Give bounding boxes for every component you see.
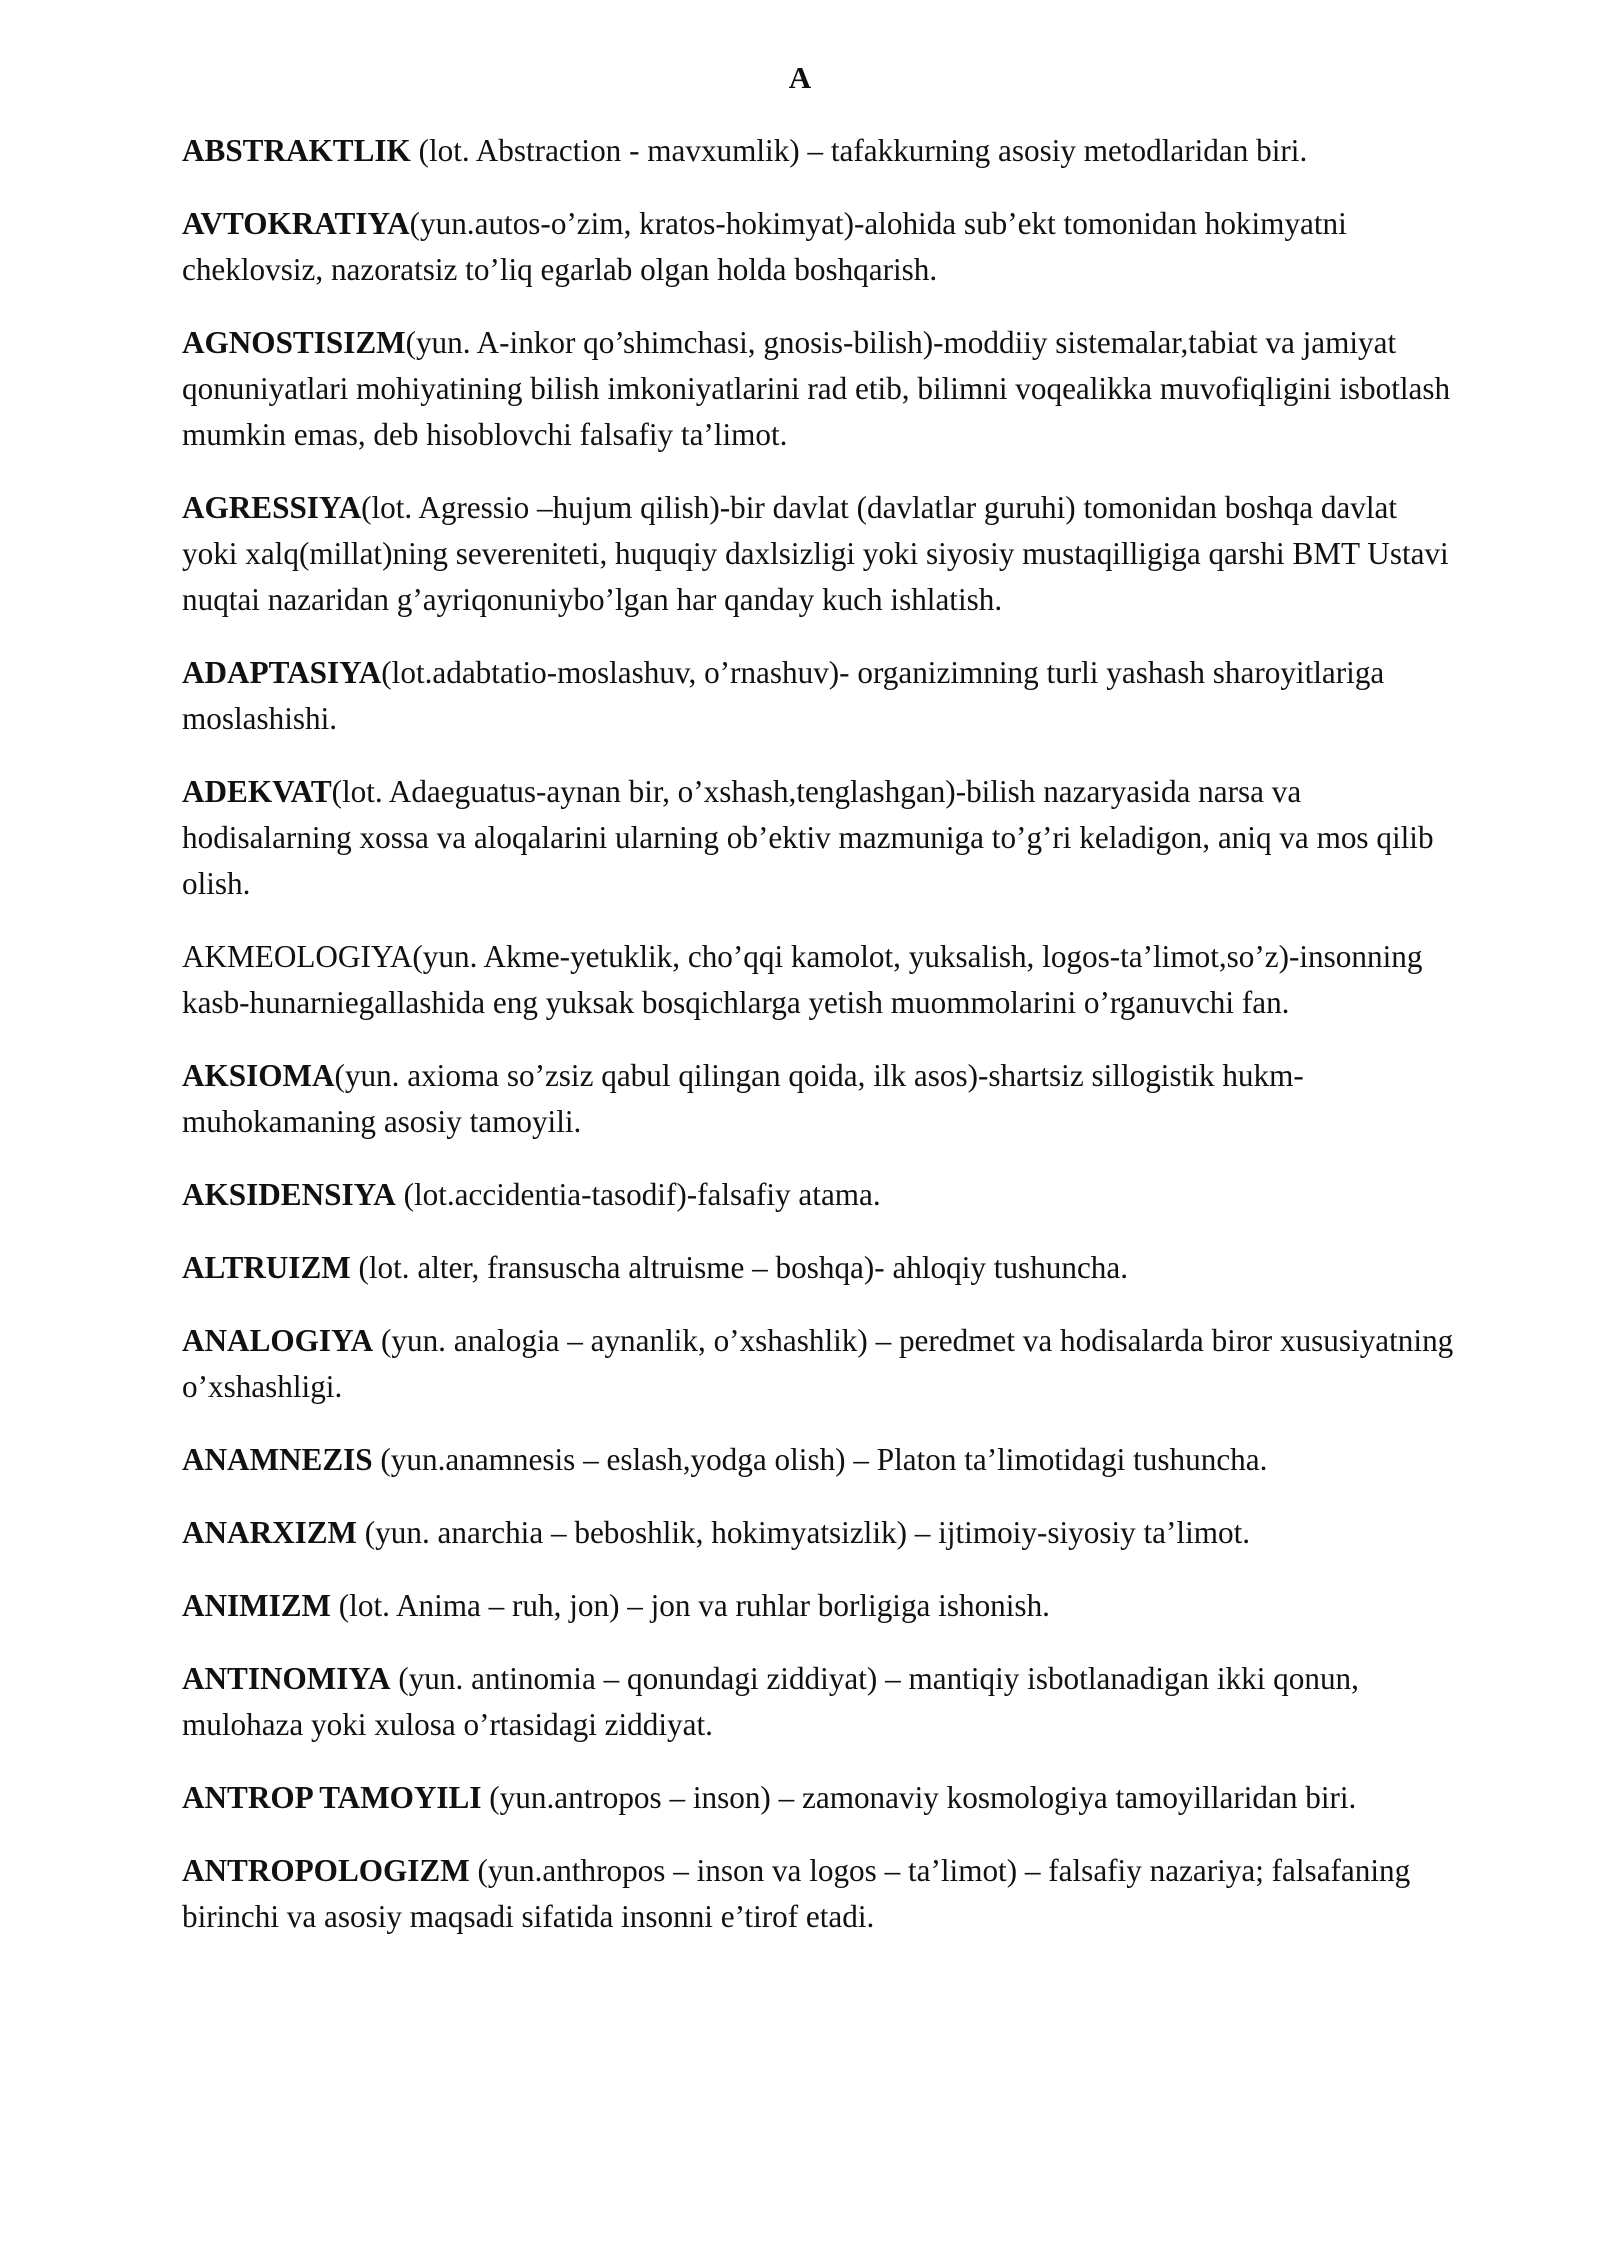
- entry-definition: (lot. Anima – ruh, jon) – jon va ruhlar borligiga ishonish.: [331, 1588, 1050, 1623]
- entry-definition: (yun. axioma so’zsiz qabul qilingan qoida, ilk asos)-shartsiz sillogistik hukm-muhokamaning asosiy tamoyili.: [182, 1058, 1304, 1139]
- entry-definition: (yun. analogia – aynanlik, o’xshashlik) – peredmet va hodisalarda biror xususiyatning o’xshashligi.: [182, 1323, 1454, 1404]
- entry-term: ANIMIZM: [182, 1588, 331, 1623]
- entry-term: ANTROPOLOGIZM: [182, 1853, 470, 1888]
- entry-definition: (lot.adabtatio-moslashuv, o’rnashuv)- organizimning turli yashash sharoyitlariga moslashishi.: [182, 655, 1385, 736]
- glossary-entry: [182, 934, 1457, 1026]
- entry-definition: (yun. A-inkor qo’shimchasi, gnosis-bilish)-moddiiy sistemalar,tabiat va jamiyat qonuniyatlari mohiyatining bilish imkoniyatlarini rad etib, bilimni voqealikka muvofiqligini isbotlash mumkin emas, deb hisoblovchi falsafiy ta’limot.: [182, 325, 1451, 452]
- entry-term: AGNOSTISIZM: [182, 325, 406, 360]
- entry-term: ADAPTASIYA: [182, 655, 382, 690]
- entry-term: ALTRUIZM: [182, 1250, 351, 1285]
- entry-definition: (yun.antropos – inson) – zamonaviy kosmologiya tamoyillaridan biri.: [481, 1780, 1357, 1815]
- entry-definition: (yun.autos-o’zim, kratos-hokimyat)-alohida sub’ekt tomonidan hokimyatni cheklovsiz, nazoratsiz to’liq egarlab olgan holda boshqarish.: [182, 206, 1347, 287]
- entry-definition: (yun. antinomia – qonundagi ziddiyat) – mantiqiy isbotlanadigan ikki qonun, mulohaza yoki xulosa o’rtasidagi ziddiyat.: [182, 1661, 1359, 1742]
- entry-term: AKMEOLOGIYA: [182, 939, 413, 974]
- entry-term: AVTOKRATIYA: [182, 206, 410, 241]
- entry-definition: (lot. Adaeguatus-aynan bir, o’xshash,tenglashgan)-bilish nazaryasida narsa va hodisalarning xossa va aloqalarini ularning ob’ektiv mazmuniga to’g’ri keladigon, aniq va mos qilib olish.: [182, 774, 1434, 901]
- entry-term: ANARXIZM: [182, 1515, 357, 1550]
- glossary-entry: [182, 128, 1457, 174]
- entry-definition: (yun. anarchia – beboshlik, hokimyatsizlik) – ijtimoiy-siyosiy ta’limot.: [357, 1515, 1251, 1550]
- glossary-entry: [182, 1245, 1457, 1291]
- glossary-entry: [182, 769, 1457, 907]
- glossary-entry: [182, 1510, 1457, 1556]
- glossary-entry: [182, 320, 1457, 458]
- glossary-entries: [182, 128, 1457, 1967]
- entry-definition: (yun. Akme-yetuklik, cho’qqi kamolot, yuksalish, logos-ta’limot,so’z)-insonning kasb-hunarniegallashida eng yuksak bosqichlarga yetish muommolarini o’rganuvchi fan.: [182, 939, 1423, 1020]
- entry-definition: (lot. Abstraction - mavxumlik) – tafakkurning asosiy metodlaridan biri.: [410, 133, 1308, 168]
- entry-term: AKSIDENSIYA: [182, 1177, 396, 1212]
- entry-term: AKSIOMA: [182, 1058, 335, 1093]
- glossary-entry: [182, 1318, 1457, 1410]
- entry-term: AGRESSIYA: [182, 490, 362, 525]
- entry-definition: (yun.anthropos – inson va logos – ta’limot) – falsafiy nazariya; falsafaning birinchi va asosiy maqsadi sifatida insonni e’tirof etadi.: [182, 1853, 1411, 1934]
- glossary-entry: [182, 1583, 1457, 1629]
- glossary-entry: [182, 1848, 1457, 1940]
- entry-term: ANTROP TAMOYILI: [182, 1780, 482, 1815]
- glossary-entry: [182, 650, 1457, 742]
- section-letter-heading: A: [788, 60, 812, 95]
- entry-definition: (lot. alter, fransuscha altruisme – boshqa)- ahloqiy tushuncha.: [350, 1250, 1129, 1285]
- glossary-entry: [182, 485, 1457, 623]
- glossary-entry: [182, 1437, 1457, 1483]
- glossary-entry: [182, 201, 1457, 293]
- glossary-entry: [182, 1172, 1457, 1218]
- entry-definition: (yun.anamnesis – eslash,yodga olish) – Platon ta’limotidagi tushuncha.: [372, 1442, 1268, 1477]
- entry-definition: (lot. Agressio –hujum qilish)-bir davlat (davlatlar guruhi) tomonidan boshqa davlat yoki xalq(millat)ning severeniteti, huquqiy daxlsizligi yoki siyosiy mustaqilligiga qarshi BMT Ustavi nuqtai nazaridan g’ayriqonuniybo’lgan har qanday kuch ishlatish.: [182, 490, 1449, 617]
- entry-term: ABSTRAKTLIK: [182, 133, 411, 168]
- glossary-entry: [182, 1053, 1457, 1145]
- entry-term: ANALOGIYA: [182, 1323, 374, 1358]
- entry-term: ADEKVAT: [182, 774, 332, 809]
- glossary-entry: [182, 1775, 1457, 1821]
- entry-term: ANAMNEZIS: [182, 1442, 373, 1477]
- entry-term: ANTINOMIYA: [182, 1661, 391, 1696]
- glossary-entry: [182, 1656, 1457, 1748]
- entry-definition: (lot.accidentia-tasodif)-falsafiy atama.: [395, 1177, 881, 1212]
